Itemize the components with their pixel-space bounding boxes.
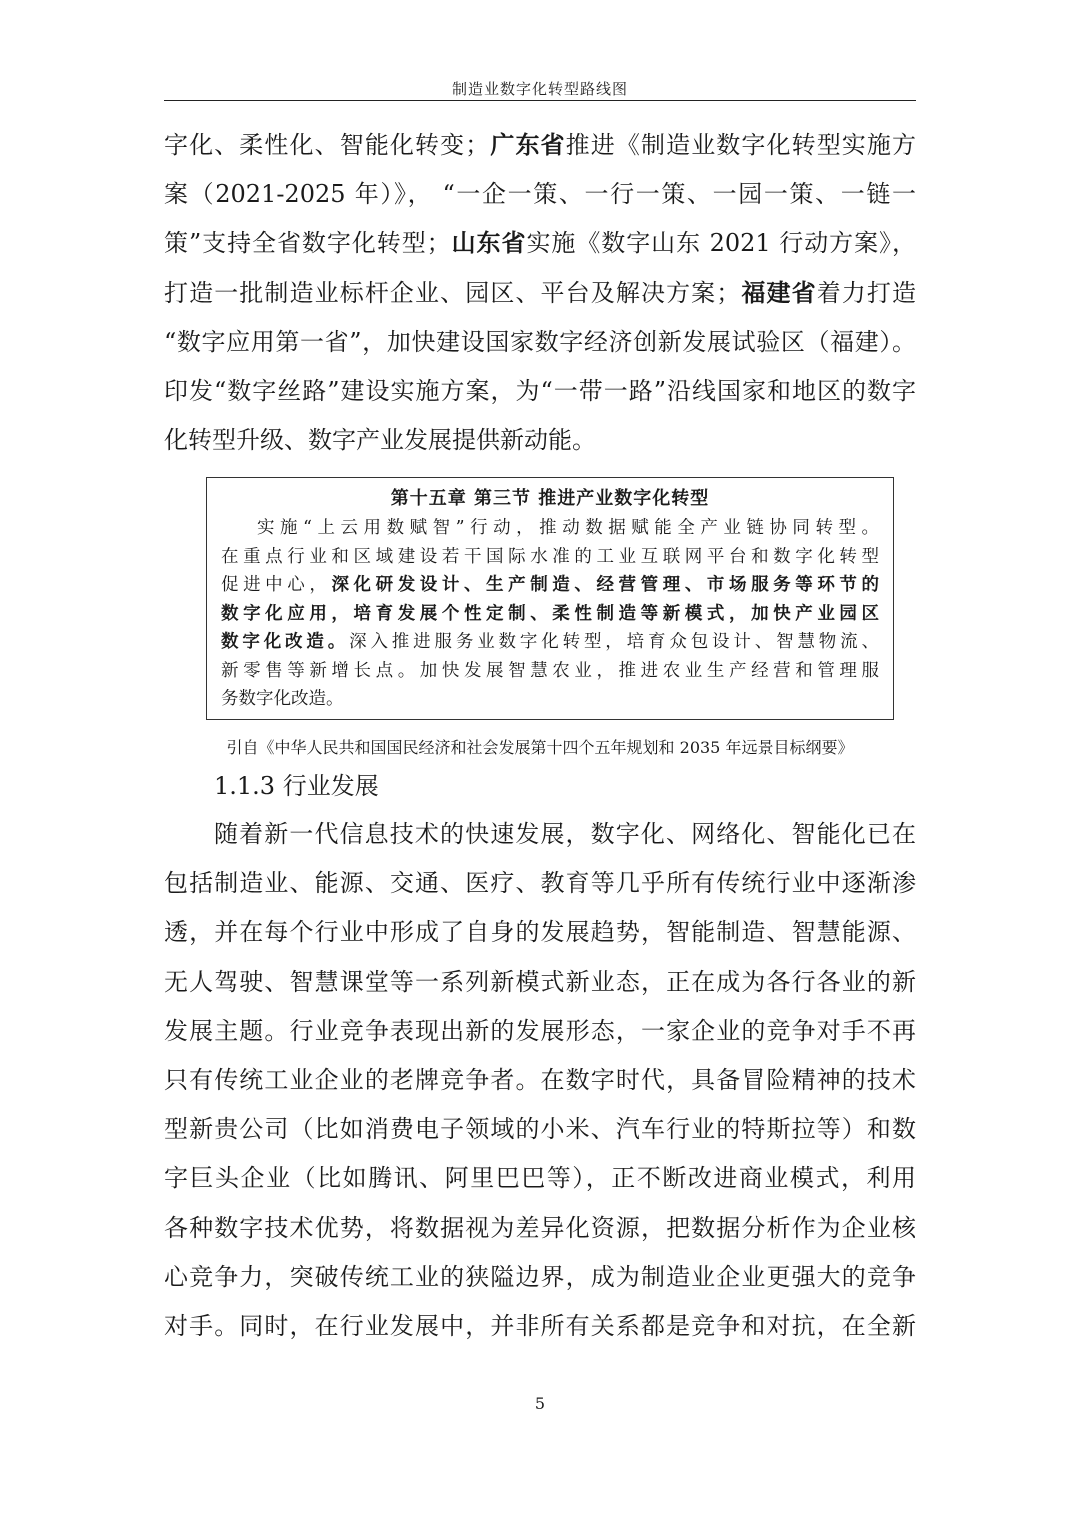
- text-line: 各种数字技术优势，将数据视为差异化资源，把数据分析作为企业核: [164, 1213, 916, 1242]
- quote-title: 第十五章 第三节 推进产业数字化转型: [390, 488, 710, 509]
- text-line: 随着新一代信息技术的快速发展，数字化、网络化、智能化已在: [214, 820, 916, 848]
- section-heading: 1.1.3 行业发展: [214, 772, 379, 800]
- text-line: 型新贵公司（比如消费电子领域的小米、汽车行业的特斯拉等）和数: [164, 1115, 916, 1144]
- text-line: 只有传统工业企业的老牌竞争者。在数字时代，具备冒险精神的技术: [164, 1065, 916, 1094]
- quote-line: 实施“上云用数赋智”行动，推动数据赋能全产业链协同转型。: [257, 518, 879, 538]
- text-line: 发展主题。行业竞争表现出新的发展形态，一家企业的竞争对手不再: [164, 1016, 916, 1045]
- highlight-fujian: 福建省: [740, 278, 817, 307]
- highlight-guangdong: 广东省: [489, 131, 566, 159]
- text-line: 字化、柔性化、智能化转变；广东省推进《制造业数字化转型实施方: [164, 131, 916, 159]
- highlight-shandong: 山东省: [450, 229, 527, 258]
- text-line: 印发“数字丝路”建设实施方案，为“一带一路”沿线国家和地区的数字: [164, 376, 916, 405]
- quote-line: 务数字化改造。: [221, 689, 344, 709]
- text-line: 化转型升级、数字产业发展提供新动能。: [164, 426, 596, 455]
- text-line: 打造一批制造业标杆企业、园区、平台及解决方案；福建省着力打造: [164, 278, 916, 307]
- text-line: 案（2021-2025 年）》， “一企一策、一行一策、一园一策、一链一: [164, 180, 916, 209]
- quote-line: 数字化应用，培育发展个性定制、柔性制造等新模式，加快产业园区: [221, 603, 879, 624]
- quote-line: 促进中心，深化研发设计、生产制造、经营管理、市场服务等环节的: [221, 575, 879, 595]
- running-header: 制造业数字化转型路线图: [451, 80, 628, 98]
- quote-line: 在重点行业和区域建设若干国际水准的工业互联网平台和数字化转型: [221, 546, 879, 567]
- quote-line: 数字化改造。深入推进服务业数字化转型，培育众包设计、智慧物流、: [221, 632, 879, 652]
- paragraph-provincial-policies: [164, 121, 916, 465]
- header-rule: [164, 100, 916, 101]
- quote-box: [206, 477, 894, 720]
- text-line: 对手。同时，在行业发展中，并非所有关系都是竞争和对抗，在全新: [164, 1311, 916, 1340]
- text-line: 字巨头企业（比如腾讯、阿里巴巴等），正不断改进商业模式，利用: [164, 1164, 916, 1193]
- text-line: 包括制造业、能源、交通、医疗、教育等几乎所有传统行业中逐渐渗: [164, 869, 916, 898]
- text-line: 策”支持全省数字化转型；山东省实施《数字山东 2021 行动方案》，: [164, 229, 916, 258]
- text-line: 心竞争力，突破传统工业的狭隘边界，成为制造业企业更强大的竞争: [164, 1262, 916, 1291]
- page-number: 5: [534, 1394, 546, 1413]
- quote-citation: 引自《中华人民共和国国民经济和社会发展第十四个五年规划和 2035 年远景目标纲要》: [226, 738, 854, 757]
- text-line: 透，并在每个行业中形成了自身的发展趋势，智能制造、智慧能源、: [164, 918, 916, 947]
- text-line: 无人驾驶、智慧课堂等一系列新模式新业态，正在成为各行各业的新: [164, 967, 916, 996]
- text-line: “数字应用第一省”，加快建设国家数字经济创新发展试验区（福建）。: [164, 327, 916, 356]
- quote-line: 新零售等新增长点。加快发展智慧农业，推进农业生产经营和管理服: [221, 660, 879, 681]
- paragraph-industry-development: [164, 810, 916, 1351]
